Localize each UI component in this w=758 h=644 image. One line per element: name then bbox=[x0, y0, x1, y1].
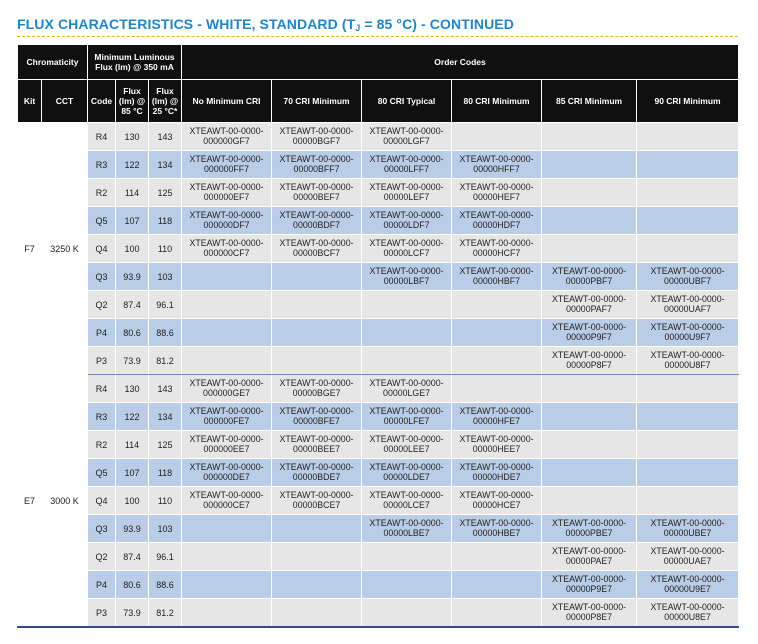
order-code-cell bbox=[637, 431, 739, 459]
flux-85-cell: 107 bbox=[116, 459, 149, 487]
flux-25-cell: 81.2 bbox=[149, 599, 182, 628]
order-code-cell: XTEAWT-00-0000-00000LEE7 bbox=[362, 431, 452, 459]
order-code-cell: XTEAWT-00-0000-000000FE7 bbox=[182, 403, 272, 431]
order-code-cell bbox=[452, 123, 542, 151]
header-80-cri-min: 80 CRI Minimum bbox=[452, 80, 542, 123]
order-code-cell bbox=[272, 571, 362, 599]
order-code-cell bbox=[272, 291, 362, 319]
order-code-cell bbox=[542, 123, 637, 151]
order-code-cell bbox=[637, 235, 739, 263]
order-code-cell: XTEAWT-00-0000-00000UAF7 bbox=[637, 291, 739, 319]
code-cell: P3 bbox=[88, 347, 116, 375]
header-min-flux: Minimum Luminous Flux (lm) @ 350 mA bbox=[88, 45, 182, 80]
order-code-cell bbox=[542, 431, 637, 459]
order-code-cell bbox=[182, 515, 272, 543]
order-code-cell bbox=[272, 599, 362, 628]
flux-85-cell: 93.9 bbox=[116, 515, 149, 543]
order-code-cell bbox=[272, 319, 362, 347]
code-cell: Q4 bbox=[88, 487, 116, 515]
flux-25-cell: 96.1 bbox=[149, 543, 182, 571]
code-cell: Q3 bbox=[88, 263, 116, 291]
order-code-cell bbox=[452, 347, 542, 375]
order-code-cell: XTEAWT-00-0000-00000BEF7 bbox=[272, 179, 362, 207]
table-row bbox=[18, 151, 739, 179]
order-code-cell bbox=[362, 319, 452, 347]
flux-85-cell: 122 bbox=[116, 403, 149, 431]
order-code-cell bbox=[542, 151, 637, 179]
header-cct: CCT bbox=[42, 80, 88, 123]
order-code-cell: XTEAWT-00-0000-00000HFF7 bbox=[452, 151, 542, 179]
order-code-cell: XTEAWT-00-0000-00000HBF7 bbox=[452, 263, 542, 291]
header-85-cri-min: 85 CRI Minimum bbox=[542, 80, 637, 123]
order-code-cell bbox=[362, 347, 452, 375]
order-code-cell: XTEAWT-00-0000-00000U8F7 bbox=[637, 347, 739, 375]
table-row bbox=[18, 487, 739, 515]
table-row bbox=[18, 571, 739, 599]
cct-cell: 3000 K bbox=[42, 375, 88, 628]
kit-cell: E7 bbox=[18, 375, 42, 628]
order-code-cell: XTEAWT-00-0000-00000PBF7 bbox=[542, 263, 637, 291]
code-cell: Q5 bbox=[88, 459, 116, 487]
order-code-cell bbox=[362, 571, 452, 599]
order-code-cell: XTEAWT-00-0000-00000PAF7 bbox=[542, 291, 637, 319]
order-code-cell: XTEAWT-00-0000-00000BFE7 bbox=[272, 403, 362, 431]
code-cell: Q2 bbox=[88, 543, 116, 571]
code-cell: R4 bbox=[88, 375, 116, 403]
header-chromaticity: Chromaticity bbox=[18, 45, 88, 80]
flux-85-cell: 80.6 bbox=[116, 319, 149, 347]
header-order-codes: Order Codes bbox=[182, 45, 739, 80]
header-code: Code bbox=[88, 80, 116, 123]
order-code-cell: XTEAWT-00-0000-00000U8E7 bbox=[637, 599, 739, 628]
header-no-min-cri: No Minimum CRI bbox=[182, 80, 272, 123]
order-code-cell: XTEAWT-00-0000-000000EF7 bbox=[182, 179, 272, 207]
order-code-cell: XTEAWT-00-0000-00000BDF7 bbox=[272, 207, 362, 235]
order-code-cell bbox=[542, 207, 637, 235]
order-code-cell bbox=[362, 291, 452, 319]
order-code-cell bbox=[362, 599, 452, 628]
order-code-cell: XTEAWT-00-0000-00000LBE7 bbox=[362, 515, 452, 543]
flux-85-cell: 73.9 bbox=[116, 599, 149, 628]
order-code-cell bbox=[542, 487, 637, 515]
cct-cell: 3250 K bbox=[42, 123, 88, 375]
order-code-cell bbox=[637, 207, 739, 235]
order-code-cell: XTEAWT-00-0000-00000PBE7 bbox=[542, 515, 637, 543]
order-code-cell bbox=[637, 151, 739, 179]
order-code-cell: XTEAWT-00-0000-00000P8E7 bbox=[542, 599, 637, 628]
code-cell: R3 bbox=[88, 151, 116, 179]
order-code-cell bbox=[182, 319, 272, 347]
flux-85-cell: 73.9 bbox=[116, 347, 149, 375]
flux-85-cell: 87.4 bbox=[116, 543, 149, 571]
flux-25-cell: 110 bbox=[149, 235, 182, 263]
order-code-cell: XTEAWT-00-0000-000000FF7 bbox=[182, 151, 272, 179]
flux-25-cell: 125 bbox=[149, 179, 182, 207]
order-code-cell bbox=[452, 543, 542, 571]
flux-25-cell: 96.1 bbox=[149, 291, 182, 319]
order-code-cell bbox=[542, 375, 637, 403]
order-code-cell: XTEAWT-00-0000-000000DE7 bbox=[182, 459, 272, 487]
flux-85-cell: 80.6 bbox=[116, 571, 149, 599]
header-70-cri-min: 70 CRI Minimum bbox=[272, 80, 362, 123]
flux-25-cell: 143 bbox=[149, 375, 182, 403]
flux-25-cell: 118 bbox=[149, 459, 182, 487]
table-row bbox=[18, 123, 739, 151]
order-code-cell bbox=[637, 375, 739, 403]
order-code-cell: XTEAWT-00-0000-00000UAE7 bbox=[637, 543, 739, 571]
order-code-cell: XTEAWT-00-0000-00000HFE7 bbox=[452, 403, 542, 431]
header-90-cri-min: 90 CRI Minimum bbox=[637, 80, 739, 123]
flux-85-cell: 114 bbox=[116, 179, 149, 207]
order-code-cell bbox=[542, 403, 637, 431]
code-cell: Q3 bbox=[88, 515, 116, 543]
title-suffix: = 85 °C) - CONTINUED bbox=[360, 16, 514, 32]
table-row bbox=[18, 263, 739, 291]
order-code-cell: XTEAWT-00-0000-00000HCE7 bbox=[452, 487, 542, 515]
order-code-cell: XTEAWT-00-0000-000000CE7 bbox=[182, 487, 272, 515]
code-cell: R4 bbox=[88, 123, 116, 151]
table-row bbox=[18, 347, 739, 375]
order-code-cell bbox=[637, 179, 739, 207]
code-cell: P4 bbox=[88, 571, 116, 599]
table-row bbox=[18, 599, 739, 628]
order-code-cell: XTEAWT-00-0000-00000LCF7 bbox=[362, 235, 452, 263]
order-code-cell bbox=[637, 403, 739, 431]
order-code-cell bbox=[182, 347, 272, 375]
flux-85-cell: 114 bbox=[116, 431, 149, 459]
code-cell: Q4 bbox=[88, 235, 116, 263]
order-code-cell bbox=[452, 319, 542, 347]
header-flux-85: Flux (lm) @ 85 °C bbox=[116, 80, 149, 123]
order-code-cell: XTEAWT-00-0000-00000LFF7 bbox=[362, 151, 452, 179]
order-code-cell bbox=[452, 291, 542, 319]
order-code-cell: XTEAWT-00-0000-00000PAE7 bbox=[542, 543, 637, 571]
order-code-cell bbox=[182, 543, 272, 571]
order-code-cell: XTEAWT-00-0000-00000UBF7 bbox=[637, 263, 739, 291]
order-code-cell: XTEAWT-00-0000-00000BDE7 bbox=[272, 459, 362, 487]
order-code-cell bbox=[452, 375, 542, 403]
order-code-cell: XTEAWT-00-0000-00000P9F7 bbox=[542, 319, 637, 347]
flux-85-cell: 107 bbox=[116, 207, 149, 235]
order-code-cell: XTEAWT-00-0000-00000BCE7 bbox=[272, 487, 362, 515]
order-code-cell bbox=[637, 487, 739, 515]
order-code-cell bbox=[542, 179, 637, 207]
title-subscript: J bbox=[355, 23, 361, 33]
order-code-cell bbox=[542, 459, 637, 487]
order-code-cell: XTEAWT-00-0000-00000BGF7 bbox=[272, 123, 362, 151]
order-code-cell: XTEAWT-00-0000-000000CF7 bbox=[182, 235, 272, 263]
code-cell: Q2 bbox=[88, 291, 116, 319]
order-code-cell: XTEAWT-00-0000-00000P8F7 bbox=[542, 347, 637, 375]
order-code-cell: XTEAWT-00-0000-00000HBE7 bbox=[452, 515, 542, 543]
order-code-cell: XTEAWT-00-0000-00000LDF7 bbox=[362, 207, 452, 235]
code-cell: P4 bbox=[88, 319, 116, 347]
order-code-cell bbox=[637, 459, 739, 487]
flux-25-cell: 81.2 bbox=[149, 347, 182, 375]
order-code-cell: XTEAWT-00-0000-00000LEF7 bbox=[362, 179, 452, 207]
table-row bbox=[18, 179, 739, 207]
order-code-cell: XTEAWT-00-0000-00000LGF7 bbox=[362, 123, 452, 151]
order-code-cell: XTEAWT-00-0000-00000U9E7 bbox=[637, 571, 739, 599]
order-code-cell bbox=[272, 347, 362, 375]
order-code-cell: XTEAWT-00-0000-000000DF7 bbox=[182, 207, 272, 235]
table-row bbox=[18, 291, 739, 319]
flux-25-cell: 125 bbox=[149, 431, 182, 459]
table-row bbox=[18, 431, 739, 459]
order-code-cell: XTEAWT-00-0000-00000BEE7 bbox=[272, 431, 362, 459]
flux-25-cell: 110 bbox=[149, 487, 182, 515]
order-code-cell: XTEAWT-00-0000-00000UBE7 bbox=[637, 515, 739, 543]
order-code-cell: XTEAWT-00-0000-00000LDE7 bbox=[362, 459, 452, 487]
order-code-cell bbox=[362, 543, 452, 571]
flux-25-cell: 88.6 bbox=[149, 571, 182, 599]
order-code-cell: XTEAWT-00-0000-00000LCE7 bbox=[362, 487, 452, 515]
code-cell: R2 bbox=[88, 431, 116, 459]
order-code-cell: XTEAWT-00-0000-00000BGE7 bbox=[272, 375, 362, 403]
order-code-cell: XTEAWT-00-0000-00000BCF7 bbox=[272, 235, 362, 263]
code-cell: P3 bbox=[88, 599, 116, 628]
group-f7 bbox=[18, 123, 739, 375]
table-row bbox=[18, 375, 739, 403]
flux-85-cell: 130 bbox=[116, 123, 149, 151]
order-code-cell: XTEAWT-00-0000-00000HEE7 bbox=[452, 431, 542, 459]
flux-25-cell: 143 bbox=[149, 123, 182, 151]
table-row bbox=[18, 235, 739, 263]
order-code-cell: XTEAWT-00-0000-00000LFE7 bbox=[362, 403, 452, 431]
flux-85-cell: 122 bbox=[116, 151, 149, 179]
table-row bbox=[18, 459, 739, 487]
order-code-cell bbox=[272, 543, 362, 571]
code-cell: R2 bbox=[88, 179, 116, 207]
header-flux-25: Flux (lm) @ 25 °C* bbox=[149, 80, 182, 123]
code-cell: R3 bbox=[88, 403, 116, 431]
group-e7 bbox=[18, 375, 739, 628]
flux-25-cell: 88.6 bbox=[149, 319, 182, 347]
page-title bbox=[17, 14, 737, 34]
flux-85-cell: 130 bbox=[116, 375, 149, 403]
header-kit: Kit bbox=[18, 80, 42, 123]
flux-25-cell: 103 bbox=[149, 263, 182, 291]
flux-85-cell: 100 bbox=[116, 487, 149, 515]
order-code-cell bbox=[637, 123, 739, 151]
flux-85-cell: 100 bbox=[116, 235, 149, 263]
order-code-cell bbox=[542, 235, 637, 263]
table-row bbox=[18, 543, 739, 571]
order-code-cell bbox=[182, 599, 272, 628]
order-code-cell bbox=[272, 515, 362, 543]
flux-25-cell: 103 bbox=[149, 515, 182, 543]
order-code-cell: XTEAWT-00-0000-00000LGE7 bbox=[362, 375, 452, 403]
code-cell: Q5 bbox=[88, 207, 116, 235]
order-code-cell bbox=[272, 263, 362, 291]
order-code-cell: XTEAWT-00-0000-000000EE7 bbox=[182, 431, 272, 459]
order-code-cell bbox=[182, 571, 272, 599]
flux-table bbox=[17, 44, 739, 628]
order-code-cell: XTEAWT-00-0000-00000HCF7 bbox=[452, 235, 542, 263]
order-code-cell bbox=[182, 291, 272, 319]
table-row bbox=[18, 207, 739, 235]
title-divider bbox=[17, 36, 738, 37]
order-code-cell: XTEAWT-00-0000-00000LBF7 bbox=[362, 263, 452, 291]
order-code-cell bbox=[452, 571, 542, 599]
flux-85-cell: 93.9 bbox=[116, 263, 149, 291]
flux-25-cell: 118 bbox=[149, 207, 182, 235]
order-code-cell bbox=[452, 599, 542, 628]
order-code-cell: XTEAWT-00-0000-00000HDF7 bbox=[452, 207, 542, 235]
order-code-cell: XTEAWT-00-0000-00000BFF7 bbox=[272, 151, 362, 179]
table-row bbox=[18, 515, 739, 543]
flux-25-cell: 134 bbox=[149, 403, 182, 431]
flux-25-cell: 134 bbox=[149, 151, 182, 179]
table-row bbox=[18, 319, 739, 347]
order-code-cell bbox=[182, 263, 272, 291]
header-80-cri-typ: 80 CRI Typical bbox=[362, 80, 452, 123]
table-row bbox=[18, 403, 739, 431]
flux-85-cell: 87.4 bbox=[116, 291, 149, 319]
order-code-cell: XTEAWT-00-0000-00000HDE7 bbox=[452, 459, 542, 487]
order-code-cell: XTEAWT-00-0000-00000HEF7 bbox=[452, 179, 542, 207]
kit-cell: F7 bbox=[18, 123, 42, 375]
order-code-cell: XTEAWT-00-0000-00000U9F7 bbox=[637, 319, 739, 347]
order-code-cell: XTEAWT-00-0000-00000P9E7 bbox=[542, 571, 637, 599]
order-code-cell: XTEAWT-00-0000-000000GE7 bbox=[182, 375, 272, 403]
title-prefix: FLUX CHARACTERISTICS - WHITE, STANDARD (T bbox=[17, 16, 356, 32]
order-code-cell: XTEAWT-00-0000-000000GF7 bbox=[182, 123, 272, 151]
